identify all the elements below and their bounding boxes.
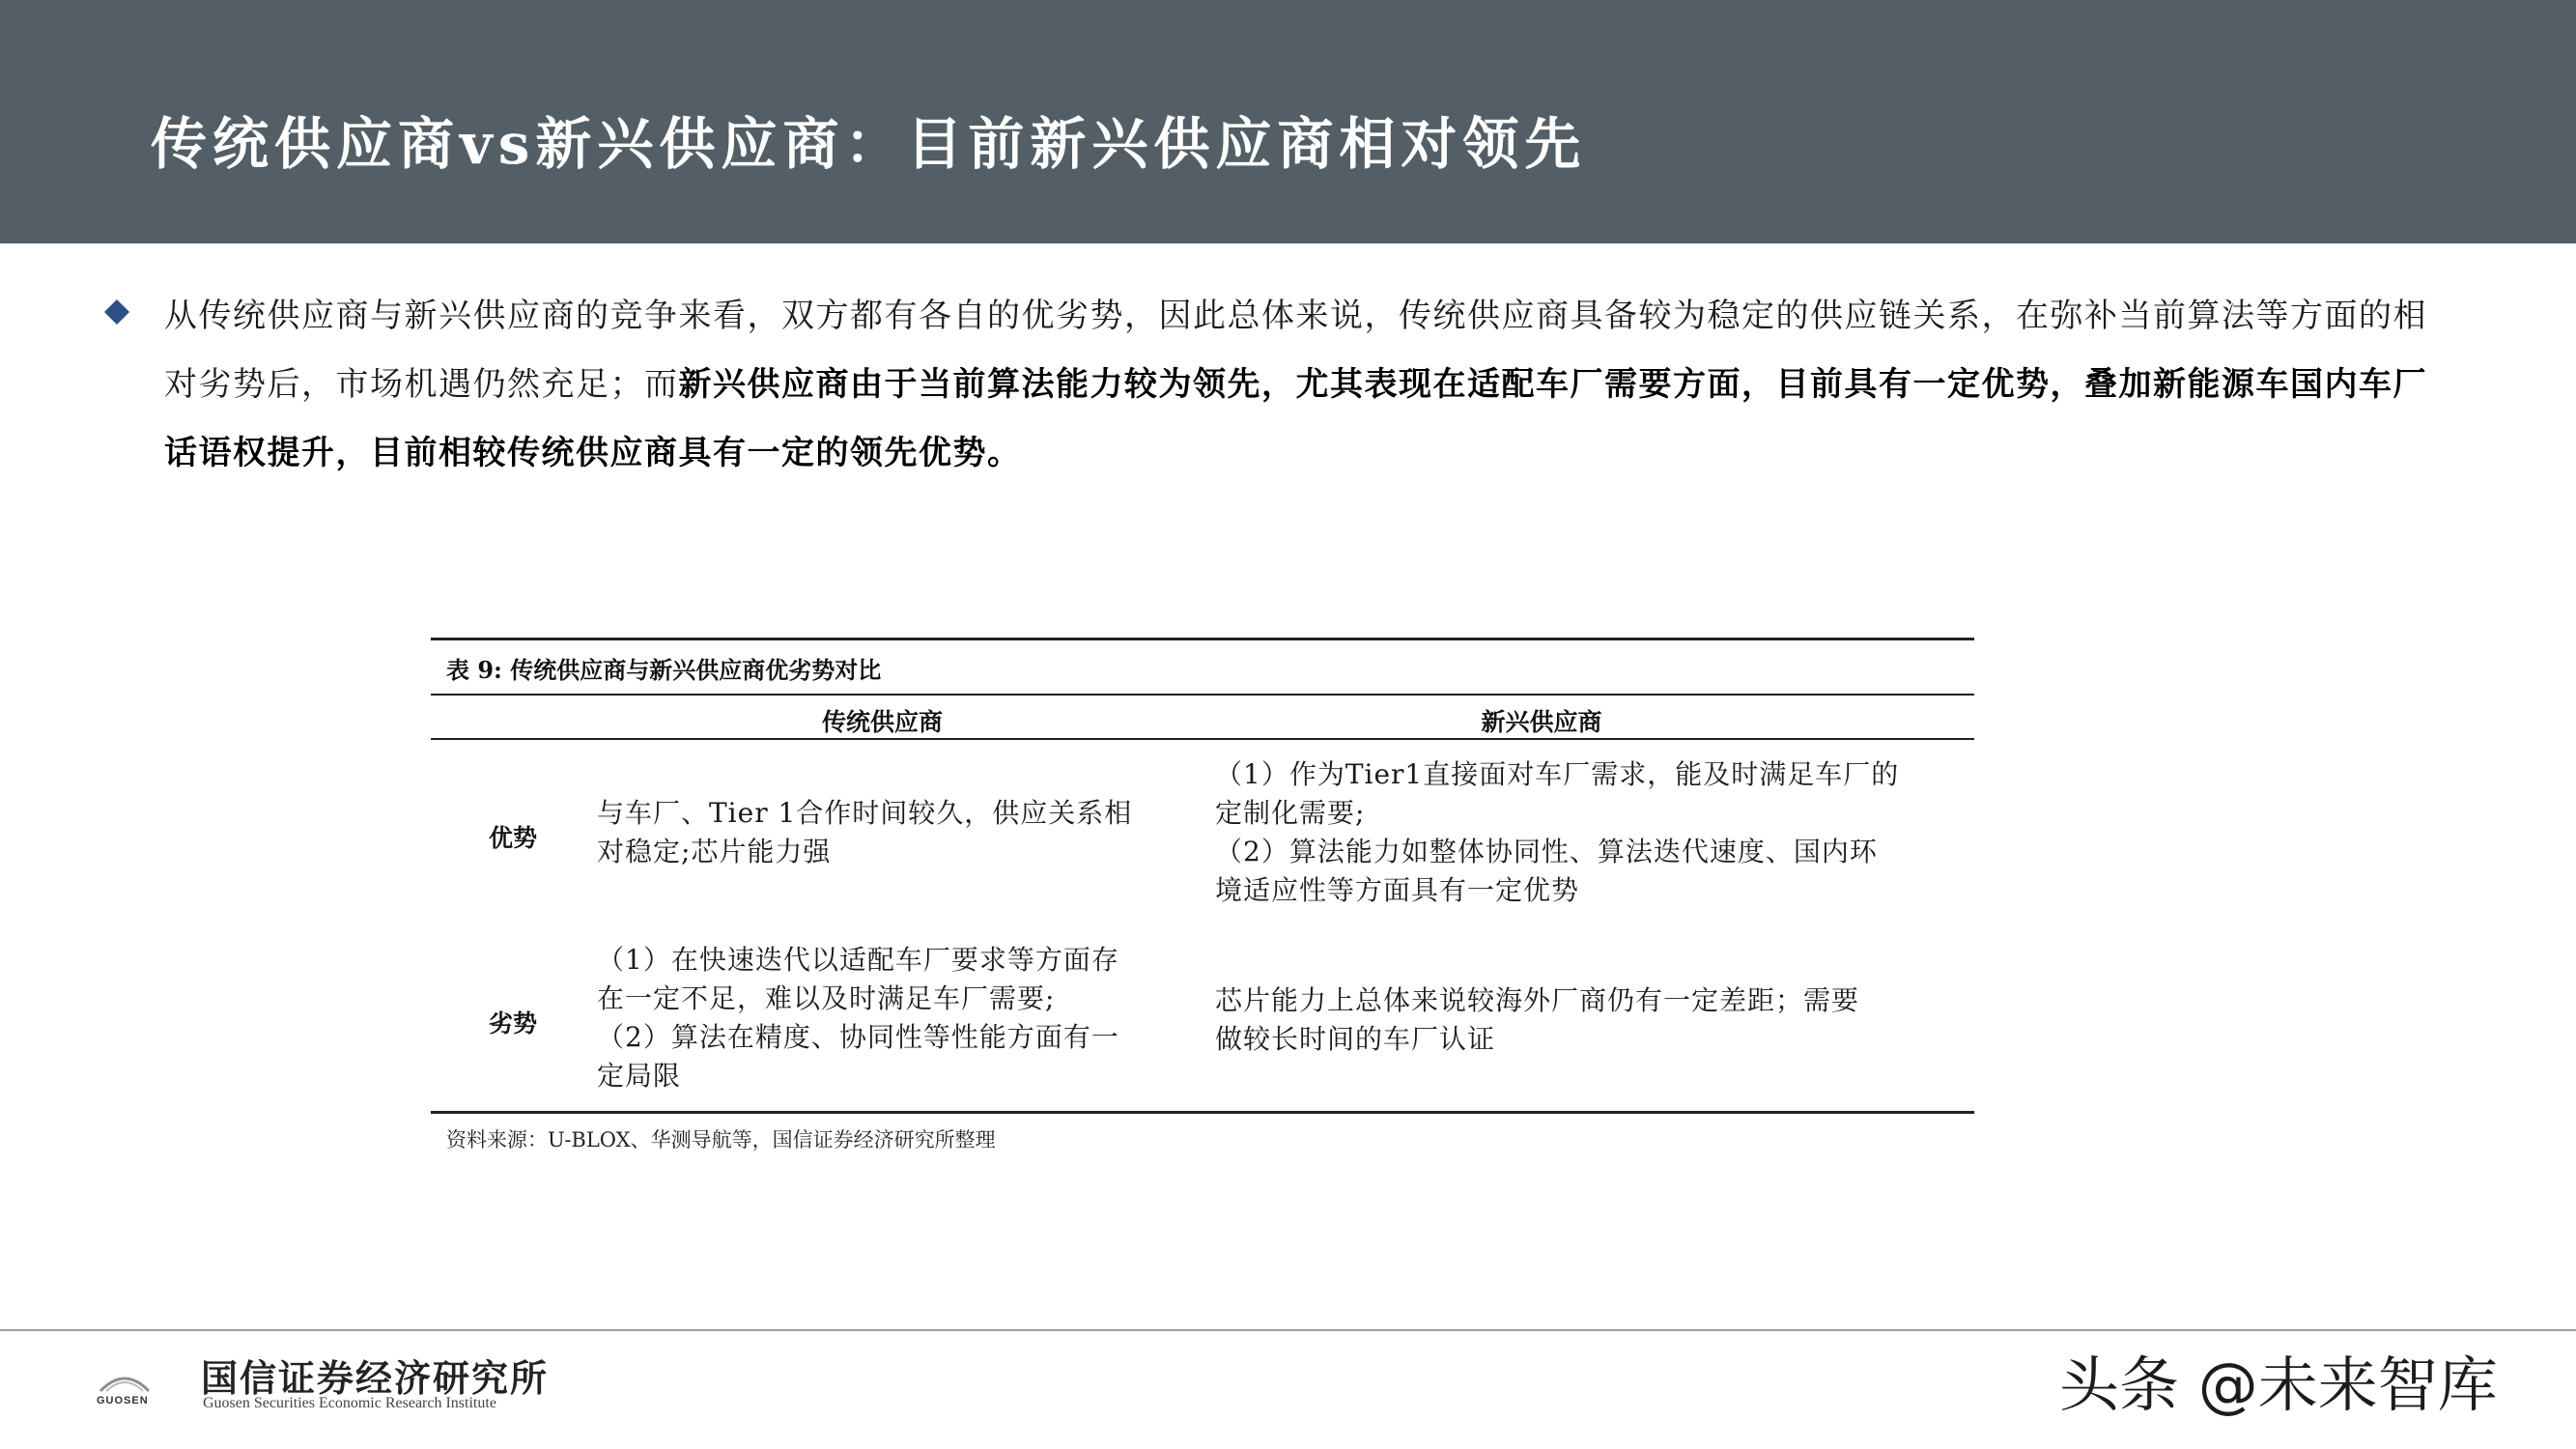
cell-emerging-advantage: [1215, 755, 1968, 910]
text-line: （1）在快速迭代以适配车厂要求等方面存: [597, 944, 1119, 976]
diamond-bullet-icon: [104, 299, 129, 325]
logo-english-name: Guosen Securities Economic Research Institute: [203, 1395, 496, 1411]
cell-traditional-disadvantage: [597, 941, 1176, 1095]
text-line: 在一定不足，难以及时满足车厂需要;: [597, 982, 1056, 1014]
table-top-rule: [431, 638, 1974, 640]
footer-divider: [0, 1329, 2576, 1331]
text-line: （2）算法在精度、协同性等性能方面有一: [597, 1021, 1119, 1053]
text-line: 与车厂、Tier 1合作时间较久，供应关系相: [597, 797, 1133, 829]
text-line: （2）算法能力如整体协同性、算法迭代速度、国内环: [1215, 836, 1878, 867]
text-line: 对稳定;芯片能力强: [597, 836, 832, 867]
row-label-advantage: 优势: [488, 824, 537, 852]
logo-chinese-name: 国信证券经济研究所: [201, 1356, 550, 1400]
watermark-text: 头条 @未来智库: [2059, 1350, 2498, 1420]
caption-rule: [431, 694, 1974, 696]
bullet-text: [164, 282, 2442, 488]
column-header-emerging: 新兴供应商: [1481, 708, 1602, 736]
page-title: 传统供应商vs新兴供应商：目前新兴供应商相对领先: [151, 111, 1587, 177]
table-bottom-rule: [431, 1111, 1974, 1114]
cell-emerging-disadvantage: [1215, 981, 1968, 1059]
table-caption: 表 9: 传统供应商与新兴供应商优劣势对比: [446, 656, 882, 684]
table-source: 资料来源：U-BLOX、华测导航等，国信证券经济研究所整理: [446, 1128, 996, 1151]
logo-brand-text: GUOSEN: [97, 1395, 149, 1406]
text-line: 定局限: [597, 1060, 682, 1092]
column-header-traditional: 传统供应商: [821, 708, 943, 736]
header-bar: [0, 0, 2576, 243]
text-line: 境适应性等方面具有一定优势: [1215, 874, 1580, 906]
text-line: 芯片能力上总体来说较海外厂商仍有一定差距；需要: [1215, 984, 1860, 1016]
header-rule: [431, 738, 1974, 740]
text-line: 做较长时间的车厂认证: [1215, 1023, 1496, 1055]
text-line: （1）作为Tier1直接面对车厂需求，能及时满足车厂的: [1215, 758, 1900, 790]
bullet-text-bold: 新兴供应商由于当前算法能力较为领先，尤其表现在适配车厂需要方面，目前具有一定优势，叠加新能源车国内车厂话语权提升，目前相较传统供应商具有一定的领先优势。: [164, 365, 2427, 472]
row-label-disadvantage: 劣势: [488, 1009, 537, 1037]
bullet-paragraph: [104, 282, 2442, 488]
text-line: 定制化需要;: [1215, 797, 1366, 829]
bullet-text-normal: 从传统供应商与新兴供应商的竞争来看，双方都有各自的优劣势，因此总体来说，传统供应商具备较为稳定的供应链关系，在弥补当前算法等方面的相对劣势后，市场机遇仍然充足；而: [164, 297, 2427, 404]
cell-traditional-advantage: [597, 794, 1176, 871]
